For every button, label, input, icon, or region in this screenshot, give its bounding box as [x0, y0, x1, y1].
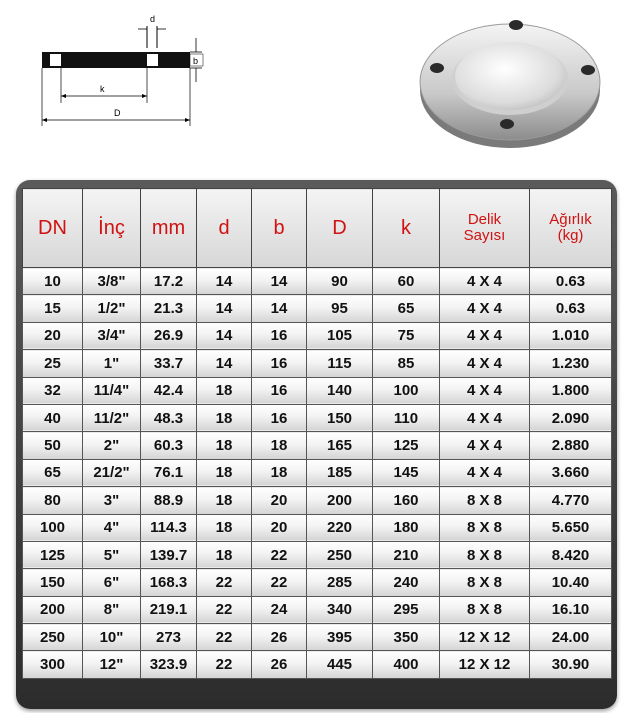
cell-d: 18 [197, 377, 252, 404]
cell-b: 14 [252, 268, 307, 295]
cell-D: 220 [307, 514, 373, 541]
cell-delik-sayisi: 4 X 4 [440, 432, 530, 459]
cell-mm: 168.3 [141, 569, 197, 596]
cell-D: 150 [307, 404, 373, 431]
cell-agirlik: 10.40 [530, 569, 612, 596]
cell-b: 18 [252, 432, 307, 459]
cell-dn: 80 [23, 487, 83, 514]
cell-dn: 40 [23, 404, 83, 431]
cell-k: 110 [373, 404, 440, 431]
cell-b: 20 [252, 487, 307, 514]
cell-dn: 125 [23, 541, 83, 568]
header-delik-line2: Sayısı [463, 227, 506, 244]
cell-d: 18 [197, 514, 252, 541]
cell-mm: 219.1 [141, 596, 197, 623]
cell-d: 22 [197, 651, 252, 678]
cell-dn: 50 [23, 432, 83, 459]
cell-d: 22 [197, 624, 252, 651]
cell-inc: 1" [83, 350, 141, 377]
cell-agirlik: 4.770 [530, 487, 612, 514]
cell-D: 395 [307, 624, 373, 651]
cell-d: 22 [197, 596, 252, 623]
table-row [23, 487, 612, 514]
table-row [23, 541, 612, 568]
cell-inc: 4" [83, 514, 141, 541]
diagram-label-d: d [150, 14, 156, 24]
table-row [23, 596, 612, 623]
cell-delik-sayisi: 4 X 4 [440, 268, 530, 295]
cell-mm: 88.9 [141, 487, 197, 514]
header-dn: DN [23, 189, 83, 268]
cell-b: 14 [252, 295, 307, 322]
cell-mm: 48.3 [141, 404, 197, 431]
cell-mm: 139.7 [141, 541, 197, 568]
cell-mm: 26.9 [141, 322, 197, 349]
cell-dn: 15 [23, 295, 83, 322]
cell-d: 18 [197, 541, 252, 568]
table-row [23, 295, 612, 322]
cell-b: 16 [252, 404, 307, 431]
cell-k: 100 [373, 377, 440, 404]
cell-D: 250 [307, 541, 373, 568]
cell-d: 14 [197, 268, 252, 295]
cell-k: 60 [373, 268, 440, 295]
cell-D: 165 [307, 432, 373, 459]
table-row [23, 268, 612, 295]
table-row [23, 459, 612, 486]
cell-dn: 32 [23, 377, 83, 404]
cell-agirlik: 16.10 [530, 596, 612, 623]
cell-k: 295 [373, 596, 440, 623]
cell-dn: 65 [23, 459, 83, 486]
header-inc: İnç [83, 189, 141, 268]
cell-delik-sayisi: 8 X 8 [440, 596, 530, 623]
cell-k: 125 [373, 432, 440, 459]
cell-b: 16 [252, 350, 307, 377]
table-row [23, 514, 612, 541]
cell-mm: 33.7 [141, 350, 197, 377]
cell-d: 14 [197, 295, 252, 322]
cell-inc: 2" [83, 432, 141, 459]
cell-dn: 100 [23, 514, 83, 541]
cell-d: 14 [197, 322, 252, 349]
cell-dn: 250 [23, 624, 83, 651]
cell-D: 185 [307, 459, 373, 486]
table-row [23, 322, 612, 349]
cell-delik-sayisi: 8 X 8 [440, 514, 530, 541]
cell-D: 340 [307, 596, 373, 623]
cell-delik-sayisi: 8 X 8 [440, 541, 530, 568]
cell-inc: 11/4" [83, 377, 141, 404]
cell-delik-sayisi: 8 X 8 [440, 487, 530, 514]
cell-delik-sayisi: 4 X 4 [440, 295, 530, 322]
header-agirlik [530, 189, 612, 268]
table-row [23, 432, 612, 459]
cell-d: 14 [197, 350, 252, 377]
cell-b: 22 [252, 541, 307, 568]
table-row [23, 404, 612, 431]
cell-dn: 200 [23, 596, 83, 623]
cell-D: 200 [307, 487, 373, 514]
table-row [23, 624, 612, 651]
table-row [23, 569, 612, 596]
table-header-row [23, 189, 612, 268]
cell-agirlik: 1.230 [530, 350, 612, 377]
cell-k: 160 [373, 487, 440, 514]
cell-delik-sayisi: 12 X 12 [440, 651, 530, 678]
cell-b: 16 [252, 322, 307, 349]
cell-b: 18 [252, 459, 307, 486]
cell-inc: 3" [83, 487, 141, 514]
cell-agirlik: 2.880 [530, 432, 612, 459]
header-k: k [373, 189, 440, 268]
cell-inc: 21/2" [83, 459, 141, 486]
cell-D: 105 [307, 322, 373, 349]
cell-inc: 5" [83, 541, 141, 568]
cell-k: 65 [373, 295, 440, 322]
cell-k: 240 [373, 569, 440, 596]
cell-D: 285 [307, 569, 373, 596]
diagram-label-D: D [114, 108, 121, 118]
cell-agirlik: 0.63 [530, 295, 612, 322]
cell-b: 16 [252, 377, 307, 404]
cell-d: 18 [197, 459, 252, 486]
cell-mm: 114.3 [141, 514, 197, 541]
cell-agirlik: 1.800 [530, 377, 612, 404]
header-delik-line1: Delik [467, 211, 502, 229]
cell-mm: 17.2 [141, 268, 197, 295]
cell-dn: 150 [23, 569, 83, 596]
cell-agirlik: 8.420 [530, 541, 612, 568]
cell-agirlik: 0.63 [530, 268, 612, 295]
cell-agirlik: 2.090 [530, 404, 612, 431]
cell-inc: 12" [83, 651, 141, 678]
cell-d: 18 [197, 404, 252, 431]
cell-dn: 10 [23, 268, 83, 295]
cell-b: 26 [252, 651, 307, 678]
cell-delik-sayisi: 4 X 4 [440, 404, 530, 431]
table-row [23, 350, 612, 377]
cell-agirlik: 3.660 [530, 459, 612, 486]
cell-agirlik: 30.90 [530, 651, 612, 678]
table-body [23, 268, 612, 679]
flange-cross-section-diagram [30, 8, 220, 133]
flange-spec-table [22, 188, 612, 679]
header-delik-sayisi [440, 189, 530, 268]
cell-k: 180 [373, 514, 440, 541]
cell-b: 26 [252, 624, 307, 651]
cell-mm: 42.4 [141, 377, 197, 404]
cell-inc: 11/2" [83, 404, 141, 431]
cell-b: 20 [252, 514, 307, 541]
header-b: b [252, 189, 307, 268]
cell-delik-sayisi: 4 X 4 [440, 350, 530, 377]
cell-agirlik: 5.650 [530, 514, 612, 541]
header-d: d [197, 189, 252, 268]
cell-inc: 10" [83, 624, 141, 651]
blind-flange-photo [415, 10, 605, 150]
header-mm: mm [141, 189, 197, 268]
cell-mm: 21.3 [141, 295, 197, 322]
cell-mm: 76.1 [141, 459, 197, 486]
cell-inc: 3/8" [83, 268, 141, 295]
cell-dn: 20 [23, 322, 83, 349]
cell-delik-sayisi: 4 X 4 [440, 377, 530, 404]
flange-spec-table-frame [16, 180, 617, 709]
header-D: D [307, 189, 373, 268]
cell-delik-sayisi: 4 X 4 [440, 322, 530, 349]
cell-k: 85 [373, 350, 440, 377]
cell-inc: 3/4" [83, 322, 141, 349]
cell-agirlik: 1.010 [530, 322, 612, 349]
cell-k: 145 [373, 459, 440, 486]
cell-b: 24 [252, 596, 307, 623]
cell-inc: 6" [83, 569, 141, 596]
cell-inc: 8" [83, 596, 141, 623]
cell-mm: 60.3 [141, 432, 197, 459]
cell-D: 90 [307, 268, 373, 295]
cell-k: 210 [373, 541, 440, 568]
cell-inc: 1/2" [83, 295, 141, 322]
cell-mm: 323.9 [141, 651, 197, 678]
cell-k: 350 [373, 624, 440, 651]
cell-b: 22 [252, 569, 307, 596]
cell-D: 140 [307, 377, 373, 404]
cell-D: 115 [307, 350, 373, 377]
cell-D: 445 [307, 651, 373, 678]
cell-d: 18 [197, 432, 252, 459]
table-row [23, 377, 612, 404]
cell-agirlik: 24.00 [530, 624, 612, 651]
cell-D: 95 [307, 295, 373, 322]
cell-d: 18 [197, 487, 252, 514]
cell-delik-sayisi: 12 X 12 [440, 624, 530, 651]
diagram-label-k: k [100, 84, 105, 94]
cell-k: 75 [373, 322, 440, 349]
cell-dn: 25 [23, 350, 83, 377]
header-agirlik-line2: (kg) [557, 227, 584, 244]
cell-delik-sayisi: 8 X 8 [440, 569, 530, 596]
diagram-label-b: b [193, 56, 199, 66]
header-agirlik-line1: Ağırlık [549, 211, 592, 229]
cell-dn: 300 [23, 651, 83, 678]
cell-delik-sayisi: 4 X 4 [440, 459, 530, 486]
cell-mm: 273 [141, 624, 197, 651]
table-row [23, 651, 612, 678]
cell-k: 400 [373, 651, 440, 678]
cell-d: 22 [197, 569, 252, 596]
